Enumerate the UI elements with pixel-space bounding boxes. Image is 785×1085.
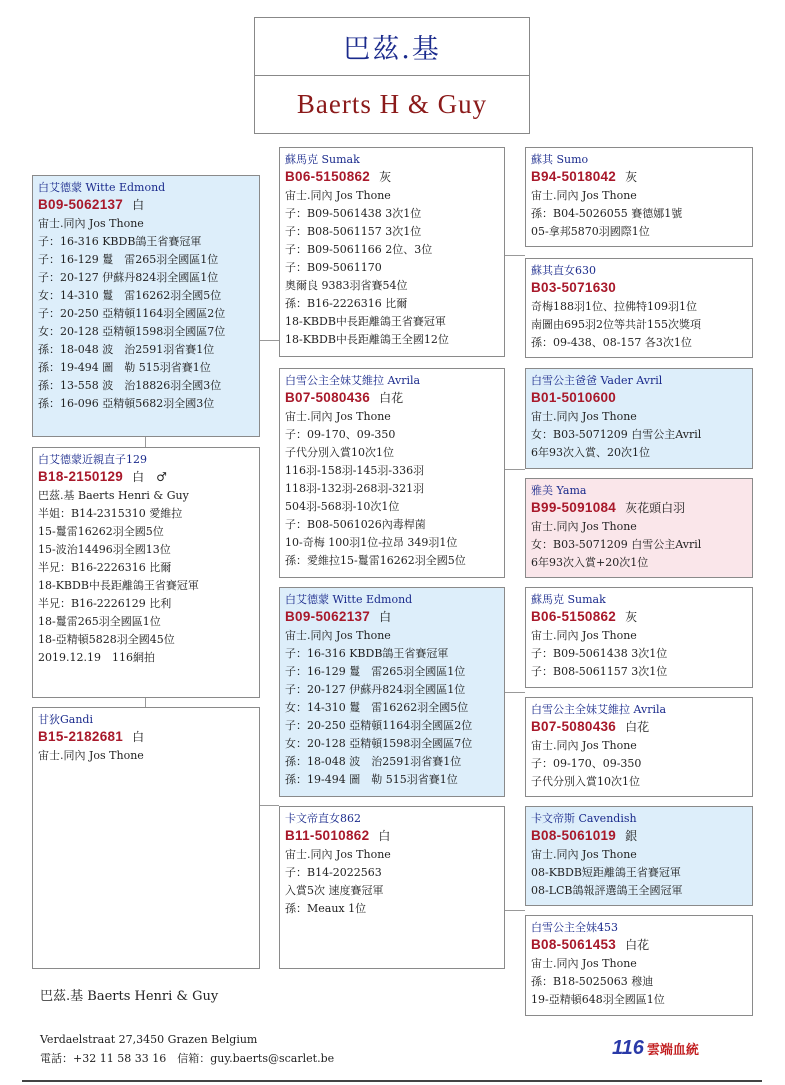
pedigree-card-dsd[interactable]: [525, 697, 753, 797]
brand-logo[interactable]: [612, 1030, 722, 1060]
card-line: 子：B08-5061157 3次1位: [531, 665, 668, 678]
card-line: 118羽-132羽-268羽-321羽: [285, 482, 425, 495]
card-line: 孫：19-494 圖 勒 515羽省賽1位: [285, 773, 458, 786]
ring-number: B06-5150862: [285, 169, 371, 184]
card-line: 6年93次入賞、20次1位: [531, 446, 650, 459]
pigeon-name: 白雪公主全妹艾維拉 Avrila: [531, 703, 667, 716]
card-line: 子：B14-2022563: [285, 866, 382, 879]
card-line: 子：B09-5061438 3次1位: [531, 647, 668, 660]
card-line: 宙士.同內 Jos Thone: [531, 957, 637, 970]
card-line: 孫：13-558 波 治18826羽全國3位: [38, 379, 222, 392]
card-line: 半兄：B16-2226316 比爾: [38, 561, 172, 574]
ring-number-row: [531, 608, 748, 627]
card-line: 女：20-128 亞精頓1598羽全國區7位: [38, 325, 226, 338]
logo-text: 雲端血統: [646, 1043, 699, 1058]
pedigree-card-dss[interactable]: [525, 587, 753, 688]
card-line: 子代分別入賞10次1位: [285, 446, 394, 459]
owner-name: 巴茲.基 Baerts Henri & Guy: [40, 989, 219, 1004]
ring-number: B08-5061019: [531, 828, 617, 843]
pigeon-name: 蘇其 Sumo: [531, 153, 589, 166]
owner-address: Verdaelstraat 27,3450 Grazen Belgium: [40, 1033, 258, 1046]
pigeon-name: 白艾德蒙近親直子129: [38, 453, 147, 466]
card-line: 子：16-129 鬘 雷265羽全國區1位: [38, 253, 219, 266]
ring-number: B07-5080436: [531, 719, 617, 734]
card-line: 子：09-170、09-350: [285, 428, 396, 441]
pedigree-card-sire-sire[interactable]: [279, 147, 505, 357]
pigeon-color: 銀: [625, 829, 638, 843]
card-line: 子代分別入賞10次1位: [531, 775, 640, 788]
connector-line: [260, 340, 279, 341]
card-line: 宙士.同內 Jos Thone: [531, 410, 637, 423]
pigeon-color: 白花: [625, 720, 650, 734]
ring-number-row: [38, 196, 255, 215]
card-line: 18-亞精頓5828羽全國45位: [38, 633, 175, 646]
card-line: 6年93次入賞+20次1位: [531, 556, 649, 569]
pigeon-color: 白: [132, 730, 145, 744]
pigeon-name: 白艾德蒙 Witte Edmond: [38, 181, 166, 194]
connector-line: [505, 255, 525, 256]
card-line: 孫：愛維拉15-鬘雷16262羽全國5位: [285, 554, 466, 567]
card-line: 女：14-310 鬘 雷16262羽全國5位: [38, 289, 222, 302]
pedigree-card-gandi[interactable]: [32, 707, 260, 969]
pedigree-card-ssd[interactable]: [525, 258, 753, 358]
pedigree-card-sire[interactable]: [32, 175, 260, 437]
pigeon-color: 灰花頭白羽: [625, 501, 686, 515]
pigeon-color: 灰: [379, 170, 392, 184]
connector-line: [260, 805, 279, 806]
card-line: 宙士.同內 Jos Thone: [38, 217, 144, 230]
card-line: 18-鬘雷265羽全國區1位: [38, 615, 161, 628]
ring-number-row: [531, 279, 748, 298]
card-line: 10-奇梅 100羽1位-拉昂 349羽1位: [285, 536, 458, 549]
ring-number: B94-5018042: [531, 169, 617, 184]
card-line: 入賞5次 速度賽冠軍: [285, 884, 384, 897]
card-line: 奇梅188羽1位、拉佛特109羽1位: [531, 300, 697, 313]
card-line: 子：B09-5061438 3次1位: [285, 207, 422, 220]
pigeon-color: 白: [132, 198, 145, 212]
pigeon-color: 白: [378, 829, 391, 843]
pedigree-card-sdd[interactable]: [525, 478, 753, 578]
ring-number: B06-5150862: [531, 609, 617, 624]
card-line: 孫：B04-5026055 賽德娜1號: [531, 207, 683, 220]
card-line: 15-波治14496羽全國13位: [38, 543, 171, 556]
card-line: 女：14-310 鬘 雷16262羽全國5位: [285, 701, 469, 714]
ring-number: B09-5062137: [38, 197, 124, 212]
card-line: 孫：09-438、08-157 各3次1位: [531, 336, 692, 349]
pigeon-color: 灰: [625, 610, 638, 624]
card-line: 19-亞精頓648羽全國區1位: [531, 993, 665, 1006]
card-line: 子：16-316 KBDB鴿王省賽冠軍: [285, 647, 449, 660]
connector-line: [145, 698, 146, 707]
ring-number-row: [285, 168, 500, 187]
ring-number-row: [285, 827, 500, 846]
card-line: 孫：B16-2226316 比爾: [285, 297, 408, 310]
card-line: 宙士.同內 Jos Thone: [285, 410, 391, 423]
card-line: 孫：19-494 圖 勒 515羽省賽1位: [38, 361, 211, 374]
pigeon-name: 蘇其直女630: [531, 264, 596, 277]
card-line: 女：B03-5071209 白雪公主Avril: [531, 428, 702, 441]
card-line: 504羽-568羽-10次1位: [285, 500, 400, 513]
card-line: 孫：18-048 波 治2591羽省賽1位: [38, 343, 215, 356]
pigeon-color: 灰: [625, 170, 638, 184]
pedigree-card-dam-sire[interactable]: [279, 587, 505, 797]
pedigree-card-dam[interactable]: [32, 447, 260, 698]
pedigree-card-ddd[interactable]: [525, 915, 753, 1016]
pigeon-color: 白: [379, 610, 392, 624]
card-line: 宙士.同內 Jos Thone: [531, 848, 637, 861]
title-box: [254, 17, 530, 134]
card-line: 宙士.同內 Jos Thone: [531, 739, 637, 752]
pedigree-card-dds[interactable]: [525, 806, 753, 906]
ring-number: B07-5080436: [285, 390, 371, 405]
card-line: 116羽-158羽-145羽-336羽: [285, 464, 425, 477]
pigeon-name: 白艾德蒙 Witte Edmond: [285, 593, 413, 606]
card-line: 宙士.同內 Jos Thone: [285, 848, 391, 861]
card-line: 子：09-170、09-350: [531, 757, 642, 770]
card-line: 子：20-127 伊蘇丹824羽全國區1位: [38, 271, 219, 284]
connector-line: [505, 692, 525, 693]
ring-number-row: [531, 168, 748, 187]
card-line: 子：16-129 鬘 雷265羽全國區1位: [285, 665, 466, 678]
owner-contact: 電話：+32 11 58 33 16 信箱：guy.baerts@scarlet.be: [40, 1052, 335, 1065]
card-line: 15-鬘雷16262羽全國5位: [38, 525, 164, 538]
ring-number-row: [531, 827, 748, 846]
pigeon-name: 甘狄Gandi: [38, 713, 93, 726]
ring-number-row: [285, 389, 500, 408]
card-line: 子：20-250 亞精頓1164羽全國區2位: [38, 307, 226, 320]
card-line: 南圖由695羽2位等共計155次獎項: [531, 318, 701, 331]
pigeon-color: 白花: [625, 938, 650, 952]
card-line: 半兄：B16-2226129 比利: [38, 597, 172, 610]
pigeon-name: 白雪公主全妹艾維拉 Avrila: [285, 374, 421, 387]
card-line: 孫：B18-5025063 穆迪: [531, 975, 654, 988]
card-line: 宙士.同內 Jos Thone: [531, 520, 637, 533]
card-line: 孫：Meaux 1位: [285, 902, 367, 915]
pedigree-card-sds[interactable]: [525, 368, 753, 469]
pigeon-name: 雅美 Yama: [531, 484, 587, 497]
pigeon-name: 白雪公主全妹453: [531, 921, 618, 934]
ring-number-row: [38, 728, 255, 747]
card-line: 女：20-128 亞精頓1598羽全國區7位: [285, 737, 473, 750]
connector-line: [145, 437, 146, 447]
ring-number: B03-5071630: [531, 280, 617, 295]
card-line: 半姐：B14-2315310 愛維拉: [38, 507, 183, 520]
card-line: 18-KBDB中長距離鴿王省賽冠軍: [38, 579, 199, 592]
card-line: 子：B08-5061026內毒桿菌: [285, 518, 426, 531]
pigeon-name: 蘇馬克 Sumak: [531, 593, 606, 606]
ring-number-row: [531, 389, 748, 408]
card-line: 宙士.同內 Jos Thone: [38, 749, 144, 762]
card-line: 2019.12.19 116網拍: [38, 651, 155, 664]
connector-line: [505, 469, 525, 470]
page-title-english: Baerts H & Guy: [296, 89, 488, 119]
card-line: 08-LCB鴿報評選鴿王全國冠軍: [531, 884, 683, 897]
card-line: 18-KBDB中長距離鴿王全國12位: [285, 333, 449, 346]
pigeon-name: 卡文帝直女862: [285, 812, 361, 825]
ring-number: B99-5091084: [531, 500, 617, 515]
card-line: 子：16-316 KBDB鴿王省賽冠軍: [38, 235, 202, 248]
card-line: 宙士.同內 Jos Thone: [531, 629, 637, 642]
card-line: 子：B09-5061170: [285, 261, 382, 274]
card-line: 宙士.同內 Jos Thone: [285, 629, 391, 642]
ring-number-row: [531, 718, 748, 737]
card-line: 巴茲.基 Baerts Henri & Guy: [38, 489, 189, 502]
card-line: 18-KBDB中長距離鴿王省賽冠軍: [285, 315, 446, 328]
ring-number-row: [38, 468, 255, 487]
ring-number: B01-5010600: [531, 390, 617, 405]
ring-number: B08-5061453: [531, 937, 617, 952]
ring-number: B09-5062137: [285, 609, 371, 624]
ring-number: B15-2182681: [38, 729, 124, 744]
pigeon-name: 蘇馬克 Sumak: [285, 153, 360, 166]
page-title-chinese: 巴茲.基: [255, 18, 529, 76]
card-line: 子：B08-5061157 3次1位: [285, 225, 422, 238]
logo-number: 116: [612, 1037, 644, 1059]
pedigree-card-dam-dam[interactable]: [279, 806, 505, 969]
card-line: 女：B03-5071209 白雪公主Avril: [531, 538, 702, 551]
card-line: 子：20-250 亞精頓1164羽全國區2位: [285, 719, 473, 732]
pedigree-card-sire-dam[interactable]: [279, 368, 505, 578]
pigeon-color: 白花: [379, 391, 404, 405]
card-line: 05-拿邦5870羽國際1位: [531, 225, 650, 238]
ring-number-row: [285, 608, 500, 627]
card-line: 子：20-127 伊蘇丹824羽全國區1位: [285, 683, 466, 696]
ring-number: B11-5010862: [285, 828, 370, 843]
pigeon-color: 白 ♂: [132, 470, 167, 484]
card-line: 奧爾良 9383羽省賽54位: [285, 279, 408, 292]
card-line: 孫：16-096 亞精頓5682羽全國3位: [38, 397, 215, 410]
ring-number-row: [531, 936, 748, 955]
card-line: 08-KBDB短距離鴿王省賽冠軍: [531, 866, 681, 879]
bottom-divider: [22, 1080, 762, 1082]
card-line: 宙士.同內 Jos Thone: [531, 189, 637, 202]
ring-number: B18-2150129: [38, 469, 124, 484]
pedigree-card-sss[interactable]: [525, 147, 753, 247]
card-line: 子：B09-5061166 2位、3位: [285, 243, 433, 256]
pigeon-name: 卡文帝斯 Cavendish: [531, 812, 637, 825]
ring-number-row: [531, 499, 748, 518]
card-line: 宙士.同內 Jos Thone: [285, 189, 391, 202]
connector-line: [505, 910, 525, 911]
card-line: 孫：18-048 波 治2591羽省賽1位: [285, 755, 462, 768]
pigeon-name: 白雪公主爸爸 Vader Avril: [531, 374, 663, 387]
